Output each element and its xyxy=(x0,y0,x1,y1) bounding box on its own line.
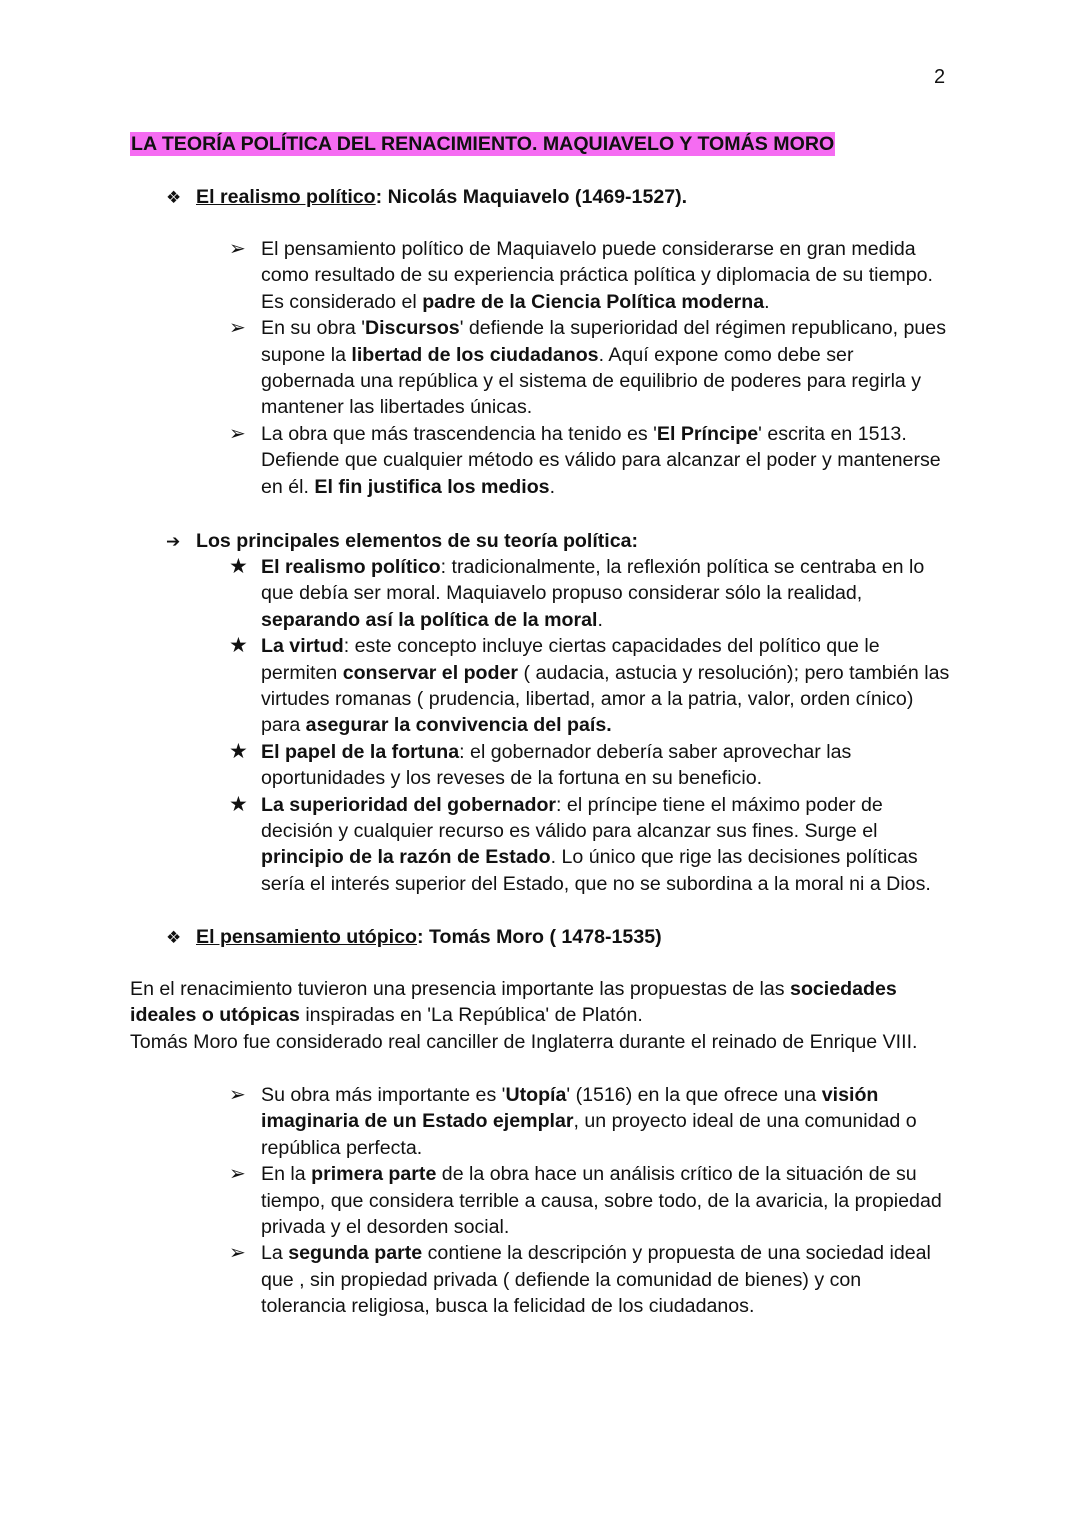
arrowhead-bullet-icon: ➢ xyxy=(229,317,246,340)
star-bullet-icon: ★ xyxy=(229,792,248,816)
arrowhead-bullet-icon: ➢ xyxy=(229,1163,246,1186)
maquiavelo-list xyxy=(229,236,951,500)
section-heading-utopico: ❖ El pensamiento utópico: Tomás Moro ( 1478-1535) xyxy=(166,924,662,951)
intro-paragraph xyxy=(130,976,960,1055)
arrowhead-bullet-icon: ➢ xyxy=(229,1084,246,1106)
arrowhead-bullet-icon: ➢ xyxy=(229,422,246,445)
list-item: ➢ En su obra 'Discursos' defiende la superioridad del régimen republicano, pues supone la libertad de los ciudadanos. Aquí expone como debe ser gobernada una república y el sistema de equilibrio de poderes para regirla y mantener las libertades únicas. xyxy=(229,317,946,419)
arrowhead-bullet-icon: ➢ xyxy=(229,238,246,260)
list-item: ➢ La obra que más trascendencia ha tenido es 'El Príncipe' escrita en 1513. Defiende que cualquier método es válido para alcanzar el poder y mantenerse en él. El fin justifica los medios. xyxy=(229,422,941,498)
paragraph-line: Tomás Moro fue considerado real canciller de Inglaterra durante el reinado de Enrique VIII. xyxy=(130,1030,918,1053)
list-item: ★ El realismo político: tradicionalmente, la reflexión política se centraba en lo que debía ser moral. Maquiavelo propuso considerar sólo la realidad, separando así la política de la moral. xyxy=(229,555,925,631)
list-item: ★ El papel de la fortuna: el gobernador debería saber aprovechar las oportunidades y los reveses de la fortuna en su beneficio. xyxy=(229,739,852,790)
list-item: ➢ Su obra más importante es 'Utopía' (1516) en la que ofrece una visión imaginaria de un Estado ejemplar, un proyecto ideal de una comunidad o república perfecta. xyxy=(229,1084,917,1159)
arrowhead-bullet-icon: ➢ xyxy=(229,1242,246,1265)
page-title: LA TEORÍA POLÍTICA DEL RENACIMIENTO. MAQUIAVELO Y TOMÁS MORO xyxy=(131,133,835,155)
list-item: ★ La superioridad del gobernador: el príncipe tiene el máximo poder de decisión y cualquier recurso es válido para alcanzar sus fines. Surge el principio de la razón de Estado. Lo único que rige las decisiones políticas sería el interés superior del Estado, que no se subordina a la moral ni a Dios. xyxy=(229,792,931,895)
star-bullet-icon: ★ xyxy=(229,739,248,763)
section-heading-realismo: ❖ El realismo político: Nicolás Maquiavelo (1469-1527). xyxy=(166,184,687,211)
star-bullet-icon: ★ xyxy=(229,634,248,658)
list-item: ★ La virtud: este concepto incluye ciertas capacidades del político que le permiten conservar el poder ( audacia, astucia y resolución); pero también las virtudes romanas ( prudencia, libertad, amor a la patria, valor, orden cínico) para asegurar la convivencia del país. xyxy=(229,634,950,737)
diamond-bullet-icon: ❖ xyxy=(166,928,182,947)
list-item: ➢ La segunda parte contiene la descripción y propuesta de una sociedad ideal que , sin propiedad privada ( defiende la comunidad de bienes) y con tolerancia religiosa, busca la felicidad de los ciudadanos. xyxy=(229,1242,931,1318)
diamond-bullet-icon: ❖ xyxy=(166,188,182,207)
elements-list xyxy=(229,554,951,897)
list-item: ➢ En la primera parte de la obra hace un análisis crítico de la situación de su tiempo, que considera terrible a causa, sobre todo, de la avaricia, la propiedad privada y el desorden social. xyxy=(229,1163,942,1239)
paragraph-line: En el renacimiento tuvieron una presencia importante las propuestas de las sociedades ideales o utópicas inspiradas en 'La República' de Platón. xyxy=(130,978,897,1027)
page-number: 2 xyxy=(934,66,946,88)
right-arrow-icon: ➔ xyxy=(166,532,181,551)
list-item: ➢ El pensamiento político de Maquiavelo puede considerarse en gran medida como resultado de su experiencia práctica política y diplomacia de su tiempo. Es considerado el padre de la Ciencia Política moderna. xyxy=(229,238,933,313)
star-bullet-icon: ★ xyxy=(229,555,248,578)
elements-heading: ➔ Los principales elementos de su teoría política: xyxy=(166,528,638,555)
moro-list xyxy=(229,1082,951,1320)
